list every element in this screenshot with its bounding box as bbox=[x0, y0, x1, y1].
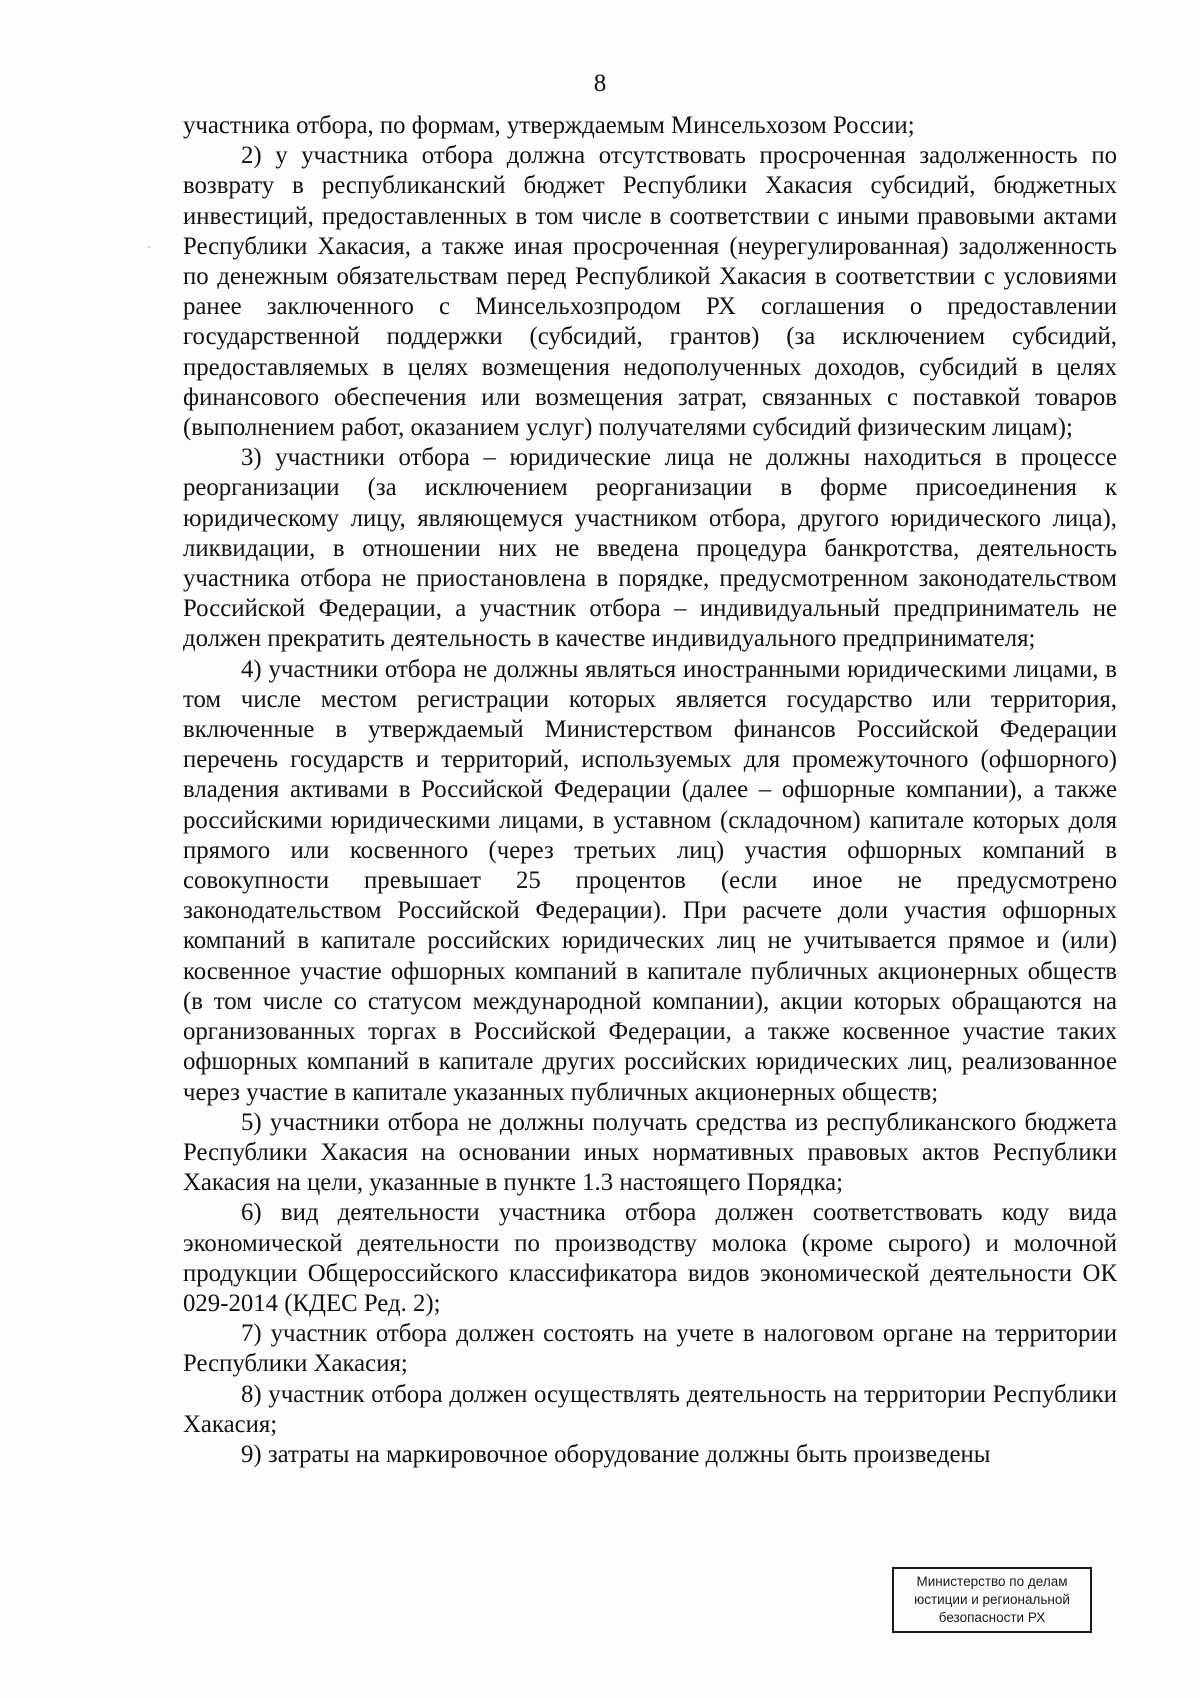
paragraph-item-9: 9) затраты на маркировочное оборудование должны быть произведены bbox=[241, 1440, 991, 1468]
stamp-line-1: Министерство по делам bbox=[916, 1574, 1068, 1589]
paragraph-item-3: 3) участники отбора – юридические лица не должны находиться в процессе реорганизации (за исключением реорганизации в форме присоединения к юридическому лицу, являющемуся участником отбора, другого юридического лица), ликвидации, в отношении них не введена процедура банкротства, деятельность участника отбора не приостановлена в порядке, предусмотренном законодательством Российской Федерации, а участник отбора – индивидуальный предприниматель не должен прекратить деятельность в качестве индивидуального предпринимателя; bbox=[183, 444, 1117, 653]
paragraph-item-7: 7) участник отбора должен состоять на учете в налоговом органе на территории Республики Хакасия; bbox=[183, 1320, 1117, 1378]
stamp-line-2: юстиции и региональной bbox=[914, 1592, 1070, 1607]
paragraph-item-6: 6) вид деятельности участника отбора должен соответствовать коду вида экономической деятельности по производству молока (кроме сырого) и молочной продукции Общероссийского классификатора видов экономической деятельности ОК 029-2014 (КДЕС Ред. 2); bbox=[183, 1199, 1117, 1317]
paragraph-item-5: 5) участники отбора не должны получать средства из республиканского бюджета Республики Хакасия на основании иных нормативных правовых актов Республики Хакасия на цели, указанные в пункте 1.3 настоящего Порядка; bbox=[183, 1108, 1117, 1197]
paragraph-item-2: 2) у участника отбора должна отсутствовать просроченная задолженность по возврату в республиканский бюджет Республики Хакасия субсидий, бюджетных инвестиций, предоставленных в том числе в соответствии с иными правовыми актами Республики Хакасия, а также иная просроченная (неурегулированная) задолженность по денежным обязательствам перед Республикой Хакасия в соответствии с условиями ранее заключенного с Минсельхозпродом РХ соглашения о предоставлении государственной поддержки (субсидий, грантов) (за исключением субсидий, предоставляемых в целях возмещения недополученных доходов, субсидий в целях финансового обеспечения или возмещения затрат, связанных с поставкой товаров (выполнением работ, оказанием услуг) получателями субсидий физическим лицам); bbox=[183, 142, 1117, 442]
paragraph-item-8: 8) участник отбора должен осуществлять деятельность на территории Республики Хакасия; bbox=[183, 1380, 1117, 1438]
scan-speck bbox=[148, 246, 150, 248]
document-body bbox=[183, 111, 1117, 1470]
paragraph-item-4: 4) участники отбора не должны являться иностранными юридическими лицами, в том числе местом регистрации которых является государство или территория, включенные в утверждаемый Министерством финансов Российской Федерации перечень государств и территорий, используемых для промежуточного (офшорного) владения активами в Российской Федерации (далее – офшорные компании), а также российскими юридическими лицами, в уставном (складочном) капитале которых доля прямого или косвенного (через третьих лиц) участия офшорных компаний в совокупности превышает 25 процентов (если иное не предусмотрено законодательством Российской Федерации). При расчете доли участия офшорных компаний в капитале российских юридических лиц не учитывается прямое и (или) косвенное участие офшорных компаний в капитале публичных акционерных обществ (в том числе со статусом международной компании), акции которых обращаются на организованных торгах в Российской Федерации, а также косвенное участие таких офшорных компаний в капитале других российских юридических лиц, реализованное через участие в капитале указанных публичных акционерных обществ; bbox=[183, 655, 1117, 1106]
paragraph-continuation: участника отбора, по формам, утверждаемым Минсельхозом России; bbox=[183, 112, 915, 139]
stamp-line-3: безопасности РХ bbox=[938, 1610, 1046, 1625]
page-number: 8 bbox=[593, 70, 607, 97]
ministry-stamp bbox=[892, 1567, 1092, 1633]
